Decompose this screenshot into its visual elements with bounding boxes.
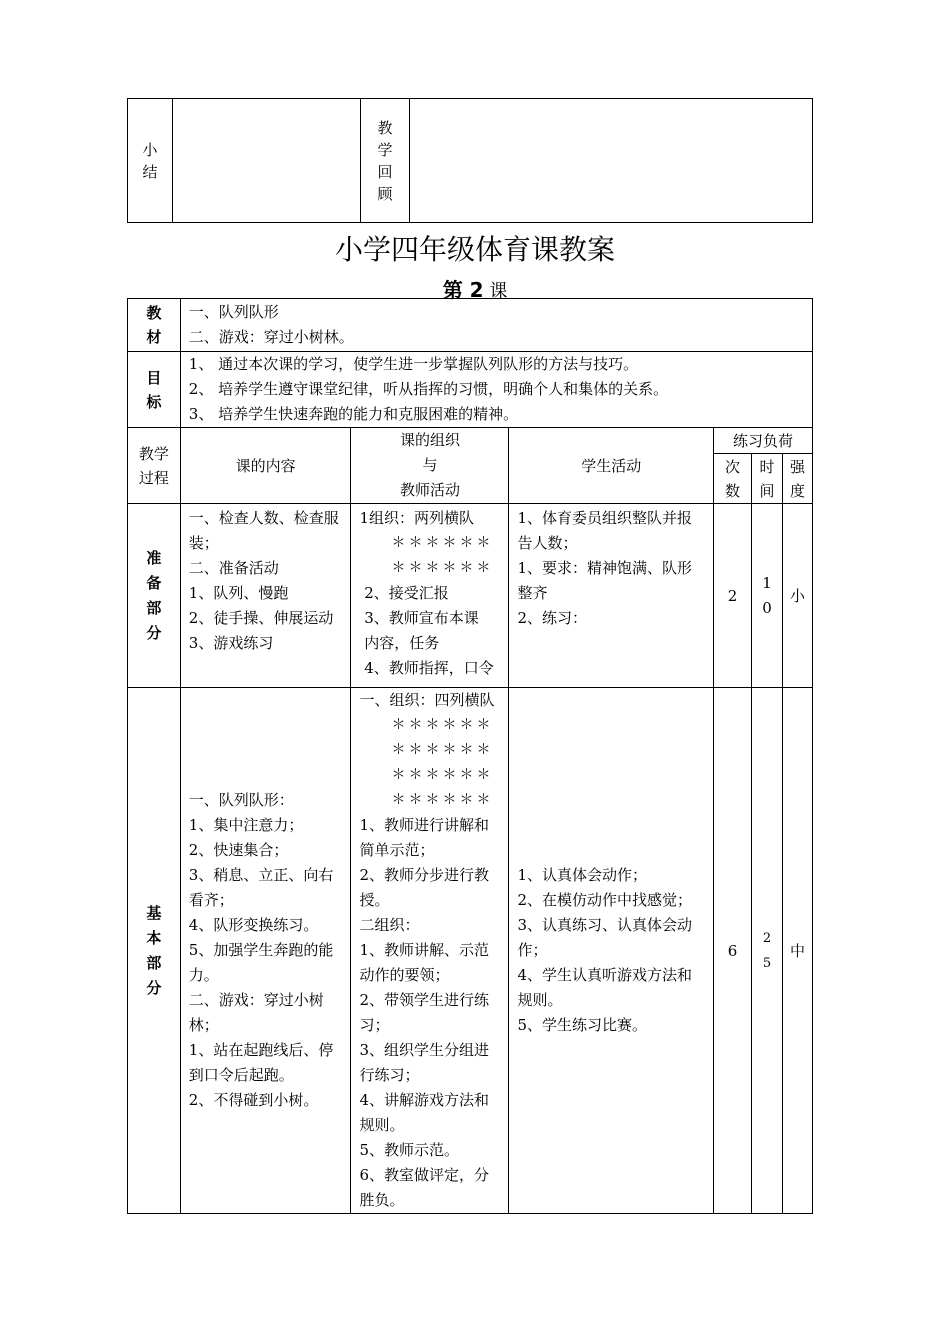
main-label: 基 本 部 分 [146,903,162,997]
intensity-header-text: 强 度 [789,457,805,500]
review-content-cell[interactable] [410,99,813,223]
prep-label: 准 备 部 分 [146,548,162,642]
prep-student-cell [509,504,714,688]
main-times [714,688,752,1214]
load-header-text: 练习负荷 [733,432,794,450]
prep-duration [752,504,783,688]
main-organization-cell [351,688,509,1214]
lesson-number-value: 第 2 [442,278,484,302]
goals-row [128,352,813,428]
times-header-text: 次 数 [725,457,741,500]
student-header [509,428,714,504]
main-content: 一、队列队形： 1、集中注意力； 2、快速集合； 3、稍息、立正、向右 看齐； 4、队形变换练习。 5、加强学生奔跑的能 力。 二、游戏：穿过小树 林； 1、站在起跑线后、停 到口令后起跑。 2、不得碰到小树。 [188,791,334,1109]
material-label-cell [128,299,181,352]
organization-header-text: 课的组织 与 教师活动 [399,431,460,499]
prep-intensity-value: 小 [789,587,805,605]
main-times-value: 6 [727,941,738,960]
main-student-cell [509,688,714,1214]
prep-label-cell [128,504,181,688]
main-intensity-value: 中 [789,942,805,960]
prep-duration-value: 1 0 [762,573,772,617]
duration-header-text: 时 间 [759,457,775,500]
prep-formation-row-2: ＊＊＊＊＊＊ [391,560,494,576]
main-formation-row-1: ＊＊＊＊＊＊ [391,717,494,733]
prep-formation-row-1: ＊＊＊＊＊＊ [391,535,494,551]
goal-line-3: 3、 培养学生快速奔跑的能力和克服困难的精神。 [188,405,519,423]
prep-intensity [782,504,812,688]
prep-row [128,504,813,688]
goals-content-cell [180,352,812,428]
content-header [180,428,351,504]
prep-content-cell [180,504,351,688]
header-row-1 [128,428,813,454]
goal-line-1: 1、 通过本次课的学习，使学生进一步掌握队列队形的方法与技巧。 [188,355,639,373]
main-formation-row-2: ＊＊＊＊＊＊ [391,742,494,758]
summary-label: 小 结 [142,140,158,181]
lesson-number-suffix: 课 [489,281,508,302]
content-header-text: 课的内容 [235,457,296,475]
process-header-text: 教学 过程 [138,444,169,487]
load-header [714,428,813,454]
main-content-cell [180,688,351,1214]
review-label: 教 学 回 顾 [377,118,393,203]
main-student: 1、认真体会动作； 2、在模仿动作中找感觉； 3、认真练习、认真体会动 作； 4、学生认真听游戏方法和 规则。 5、学生练习比赛。 [517,866,693,1034]
prep-times-value: 2 [727,586,738,605]
material-line-1: 一、队列队形 [188,303,279,321]
main-row [128,688,813,1214]
lesson-plan-table [127,298,813,1214]
goals-label-cell [128,352,181,428]
duration-header [752,454,783,504]
summary-review-table [127,98,813,223]
organization-header [351,428,509,504]
process-header [128,428,181,504]
page-title: 小学四年级体育课教案 [334,233,615,266]
material-row [128,299,813,352]
main-duration [752,688,783,1214]
main-label-cell [128,688,181,1214]
prep-organization-cell [351,504,509,688]
intensity-header [782,454,812,504]
material-content-cell [180,299,812,352]
main-formation-row-3: ＊＊＊＊＊＊ [391,767,494,783]
summary-content-cell[interactable] [173,99,361,223]
prep-content: 一、检查人数、检查服 装； 二、准备活动 1、队列、慢跑 2、徒手操、伸展运动 3、游戏练习 [188,509,339,652]
main-org-line: 一、组织：四列横队 [359,691,495,709]
prep-student: 1、体育委员组织整队并报 告人数； 1、要求：精神饱满、队形 整齐 2、练习： [517,509,693,627]
student-header-text: 学生活动 [581,457,642,475]
summary-label-cell [128,99,173,223]
main-formation-row-4: ＊＊＊＊＊＊ [391,792,494,808]
main-org-steps: 1、教师进行讲解和 简单示范； 2、教师分步进行教 授。 二组织： 1、教师讲解、示范 动作的要领； 2、带领学生进行练 习； 3、组织学生分组进 行练习； 4、讲解游戏方法和 规则。 5、教师示范。 6、教室做评定，分 胜负。 [359,816,490,1209]
review-label-cell [361,99,410,223]
prep-times [714,504,752,688]
main-intensity [782,688,812,1214]
main-duration-value: 2 5 [762,930,772,971]
times-header [714,454,752,504]
goals-label: 目 标 [146,368,162,411]
material-label: 教 材 [146,304,162,346]
goal-line-2: 2、 培养学生遵守课堂纪律，听从指挥的习惯，明确个人和集体的关系。 [188,380,669,398]
prep-org-steps: 2、接受汇报 3、教师宣布本课 内容，任务 4、教师指挥，口令 [364,584,494,677]
prep-org-line: 1组织：两列横队 [359,509,475,527]
material-line-2: 二、游戏：穿过小树林。 [188,328,354,346]
